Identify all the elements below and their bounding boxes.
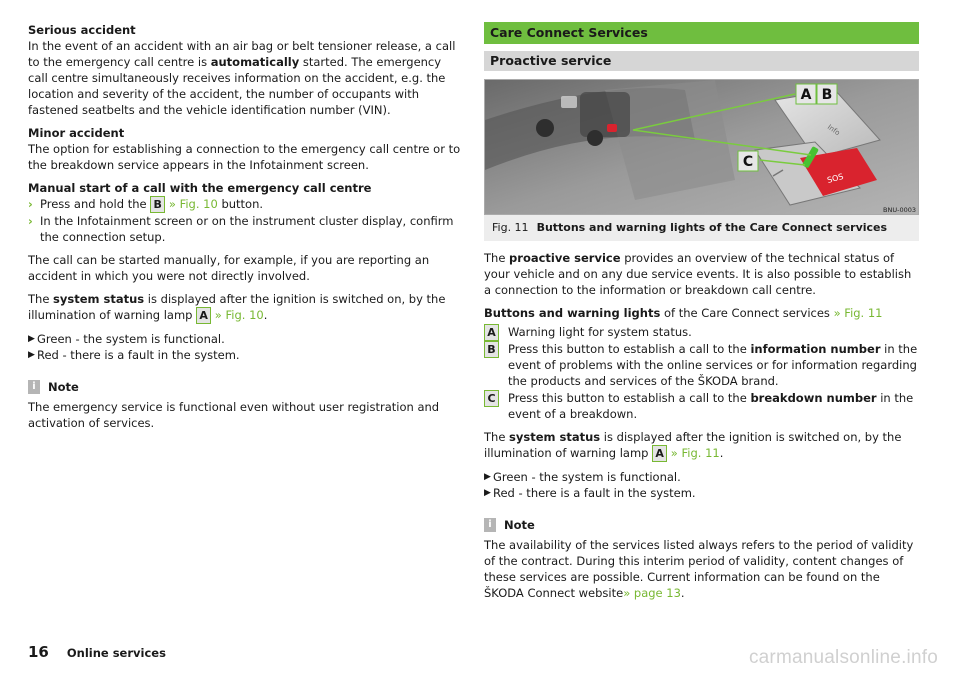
step-item: › In the Infotainment screen or on the instrument cluster display, confirm the connection setup. <box>28 214 454 244</box>
step-item: › Press and hold the B » Fig. 10 button. <box>28 197 264 211</box>
chevron-right-icon: › <box>28 214 33 228</box>
key-label-a: A <box>196 307 211 324</box>
system-status-text: The system status is displayed after the ignition is switched on, by the illumination of warning lamp A » Fig. 11. <box>484 430 902 460</box>
list-item: ▶ Red - there is a fault in the system. <box>28 348 240 362</box>
triangle-bullet-icon: ▶ <box>484 472 491 482</box>
fig-link[interactable]: » Fig. 10 <box>211 308 264 322</box>
page-link[interactable]: » page 13 <box>623 586 681 600</box>
system-status-text: The system status is displayed after the ignition is switched on, by the illumination of warning lamp A » Fig. 10. <box>28 292 446 322</box>
figure-care-connect <box>484 79 919 215</box>
callout-a: A <box>800 87 812 103</box>
list-item: ▶ Green - the system is functional. <box>28 332 225 346</box>
list-item: ▶ Red - there is a fault in the system. <box>484 486 696 500</box>
button-legend <box>484 324 919 422</box>
key-label-b: B <box>150 196 165 213</box>
manual-call-steps <box>28 180 464 245</box>
page-footer <box>28 644 166 661</box>
fig-link[interactable]: » Fig. 11 <box>833 306 883 320</box>
overhead-console-illustration <box>485 80 919 215</box>
section-banner: Care Connect Services <box>484 22 919 44</box>
legend-item: B Press this button to establish a call to the information number in the event of problems with the online services or for information regarding the products and services of the ŠKODA brand. <box>484 341 919 389</box>
list-item: ▶ Green - the system is functional. <box>484 470 681 484</box>
minor-accident-title: Minor accident <box>28 126 125 140</box>
callout-b: B <box>821 87 833 103</box>
left-column: Serious accident In the event of an accident with an air bag or belt tensioner release, a call to the emergency call centre is automatically started. The emergency call centre simultaneously receives information on the accident, e.g. the location and severity of the accident, the number of occupants with fastened seatbelts and the vehicle identification number (VIN). Minor accident The option for establishing a connection to the emergency call centre or to the breakdown service appears in the Infotainment screen. Manual start of a call with the emergency call centre › Press and hold the B » Fig. 10 button. › In the Infotainment screen or on the instrument cluster display, confirm the connection setup. The call can be started manually, for example, if you are reporting an accident in which you were not directly involved. The system status is displayed after the ignition is switched on, by the illumination of warning lamp A » Fig. 10. ▶ Green - the system is functional. ▶ Red - there is a fault in the system. i Note The emergency service is functional even without user registration and activation of services. <box>28 22 464 438</box>
intro-text: The proactive service provides an overview of the technical status of your vehicle and on any due service events. It is also possible to establish a connection to the information or breakdown call centre. <box>484 251 912 297</box>
info-icon: i <box>484 518 496 532</box>
subsection-banner: Proactive service <box>484 51 919 71</box>
light-knob <box>587 130 603 146</box>
page-number: 16 <box>28 643 49 661</box>
watermark: carmanualsonline.info <box>748 647 938 668</box>
svg-text:Info: Info <box>825 123 842 138</box>
buttons-intro: Buttons and warning lights of the Care Connect services » Fig. 11 <box>484 306 883 320</box>
light-knob <box>536 119 554 137</box>
chevron-right-icon: › <box>28 197 33 211</box>
key-label-b: B <box>484 341 499 358</box>
manual-call-title: Manual start of a call with the emergency call centre <box>28 181 372 195</box>
right-column <box>484 22 919 608</box>
legend-item: C Press this button to establish a call to the breakdown number in the event of a breakdown. <box>484 390 919 422</box>
key-label-a: A <box>652 445 667 462</box>
note-text: The availability of the services listed always refers to the period of validity of the contract. During this interim period of validity, content changes of these services are possible. Current information can be found on the ŠKODA Connect website» page 13. <box>484 538 914 600</box>
serious-accident-title: Serious accident <box>28 23 136 37</box>
legend-item: A Warning light for system status. <box>484 324 919 340</box>
note-header: i Note <box>28 379 464 395</box>
figure-code: BNU-0003 <box>883 206 916 214</box>
fig-link[interactable]: » Fig. 10 <box>165 197 218 211</box>
note-header: i Note <box>484 517 919 533</box>
triangle-bullet-icon: ▶ <box>28 334 35 344</box>
sos-label: SOS <box>826 171 845 185</box>
triangle-bullet-icon: ▶ <box>484 488 491 498</box>
status-list <box>484 469 919 501</box>
info-icon: i <box>28 380 40 394</box>
figure-caption: Fig. 11 Buttons and warning lights of the Care Connect services <box>484 215 919 241</box>
fig-link[interactable]: » Fig. 11 <box>667 446 720 460</box>
triangle-bullet-icon: ▶ <box>28 350 35 360</box>
manual-call-text: The call can be started manually, for example, if you are reporting an accident in which you were not directly involved. <box>28 253 430 283</box>
status-list <box>28 331 464 363</box>
key-label-c: C <box>484 390 499 407</box>
callout-c: C <box>742 154 754 170</box>
warning-led <box>607 124 617 132</box>
note-text: The emergency service is functional even without user registration and activation of services. <box>28 400 440 430</box>
section-name: Online services <box>66 646 166 660</box>
key-label-a: A <box>484 324 499 341</box>
